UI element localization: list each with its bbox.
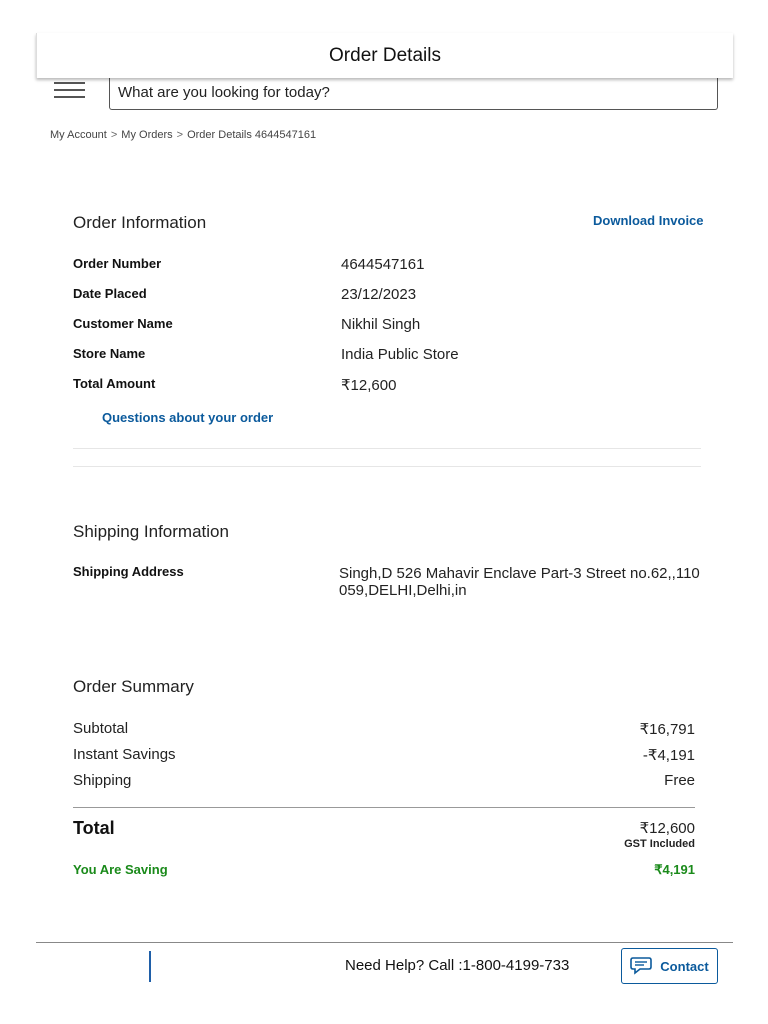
order-summary-title: Order Summary [73, 677, 194, 696]
instant-savings-value: -₹4,191 [642, 747, 695, 764]
date-placed-label: Date Placed [73, 286, 147, 301]
breadcrumb-separator: > [176, 129, 184, 141]
section-divider [73, 448, 701, 449]
contact-button[interactable] [621, 948, 718, 984]
breadcrumb-my-account[interactable]: My Account [50, 129, 107, 141]
address-line-2: 059,DELHI,Delhi,in [339, 582, 467, 599]
breadcrumb-separator: > [110, 129, 118, 141]
footer-divider [36, 942, 733, 943]
shipping-information-title: Shipping Information [73, 522, 229, 541]
total-amount-value: ₹12,600 [341, 377, 397, 394]
subtotal-value: ₹16,791 [639, 721, 695, 738]
breadcrumb [50, 129, 316, 141]
contact-label: Contact [660, 958, 709, 974]
footer-accent-bar [149, 951, 151, 982]
customer-name-value: Nikhil Singh [341, 316, 421, 333]
shipping-value: Free [664, 772, 695, 789]
search-input[interactable] [109, 74, 718, 110]
summary-row-shipping [73, 772, 695, 789]
need-help-text: Need Help? Call :1-800-4199-733 [345, 957, 570, 974]
summary-divider [73, 807, 695, 808]
search-placeholder: What are you looking for today? [118, 84, 330, 101]
order-information-title: Order Information [73, 213, 207, 232]
store-name-value: India Public Store [341, 346, 459, 363]
store-name-label: Store Name [73, 346, 146, 361]
address-line-1: Singh,D 526 Mahavir Enclave Part-3 Street no.62,,110 [339, 565, 700, 582]
customer-name-label: Customer Name [73, 316, 173, 331]
total-label: Total [73, 818, 115, 838]
section-divider [73, 466, 701, 467]
shipping-address-value [339, 565, 709, 599]
total-amount-label: Total Amount [73, 376, 156, 391]
subtotal-label: Subtotal [73, 720, 129, 737]
summary-row-subtotal [73, 720, 695, 738]
chat-icon [630, 956, 654, 976]
you-are-saving-value: ₹4,191 [654, 862, 695, 877]
shipping-address-label: Shipping Address [73, 564, 184, 579]
questions-about-order-link[interactable]: Questions about your order [102, 410, 274, 425]
gst-note: GST Included [624, 838, 695, 850]
breadcrumb-order-details: Order Details 4644547161 [187, 129, 317, 141]
date-placed-value: 23/12/2023 [341, 286, 417, 303]
breadcrumb-my-orders[interactable]: My Orders [121, 129, 173, 141]
instant-savings-label: Instant Savings [73, 746, 176, 763]
page-title [36, 33, 733, 78]
you-are-saving-label: You Are Saving [73, 862, 168, 877]
download-invoice-link[interactable]: Download Invoice [593, 213, 704, 228]
total-value: ₹12,600 [639, 820, 695, 837]
summary-row-instant-savings [73, 746, 695, 764]
hamburger-menu-icon[interactable] [54, 82, 86, 102]
page-title-text: Order Details [329, 44, 441, 66]
order-number-label: Order Number [73, 256, 162, 271]
order-number-value: 4644547161 [341, 256, 425, 273]
shipping-label: Shipping [73, 772, 132, 789]
